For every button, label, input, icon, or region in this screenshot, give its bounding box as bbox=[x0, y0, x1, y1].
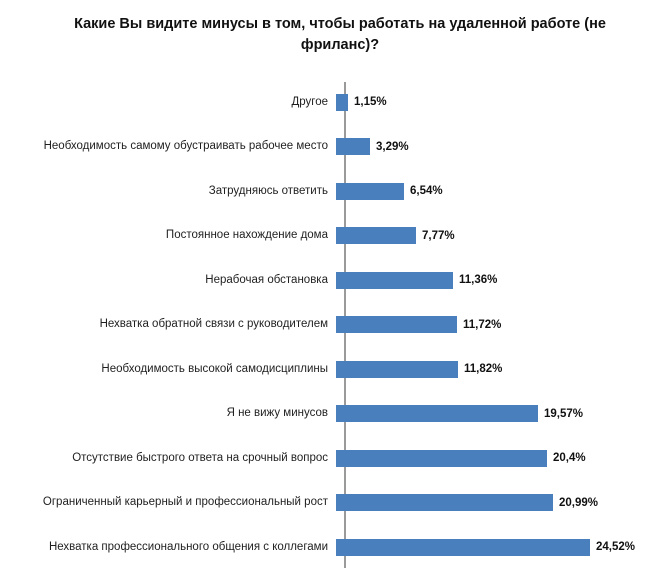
bar-rows bbox=[0, 80, 657, 570]
category-label: Постоянное нахождение дома bbox=[165, 229, 328, 242]
bar-row bbox=[0, 481, 657, 526]
bar-value-label: 20,4% bbox=[553, 452, 586, 465]
bar-track bbox=[336, 525, 657, 570]
bar-row bbox=[0, 347, 657, 392]
bar-value-label: 19,57% bbox=[544, 407, 584, 420]
bar-value-label: 20,99% bbox=[559, 496, 599, 509]
bar-track bbox=[336, 436, 657, 481]
bar-value-label: 7,77% bbox=[422, 229, 455, 242]
plot-area bbox=[0, 80, 657, 570]
bar-row bbox=[0, 392, 657, 437]
bar-track bbox=[336, 347, 657, 392]
bar-value-label: 11,72% bbox=[463, 318, 502, 331]
category-label: Я не вижу минусов bbox=[226, 407, 328, 420]
bar-track bbox=[336, 392, 657, 437]
bar-track bbox=[336, 303, 657, 348]
category-label: Другое bbox=[291, 95, 328, 108]
bar[interactable] bbox=[336, 361, 458, 378]
bar-value-label: 6,54% bbox=[410, 185, 443, 198]
bar[interactable] bbox=[336, 227, 416, 244]
bar[interactable] bbox=[336, 316, 457, 333]
category-label: Нехватка профессионального общения с коллегами bbox=[48, 540, 328, 553]
bar-track bbox=[336, 80, 657, 125]
bar-row bbox=[0, 125, 657, 170]
bar-row bbox=[0, 258, 657, 303]
bar[interactable] bbox=[336, 183, 404, 200]
bar[interactable] bbox=[336, 450, 547, 467]
bar-row bbox=[0, 303, 657, 348]
category-label: Отсутствие быстрого ответа на срочный вопрос bbox=[72, 451, 328, 464]
bar-track bbox=[336, 258, 657, 303]
bar-value-label: 11,82% bbox=[464, 363, 503, 376]
bar[interactable] bbox=[336, 272, 453, 289]
bar-row bbox=[0, 525, 657, 570]
category-label: Затрудняюсь ответить bbox=[208, 184, 328, 197]
bar-row bbox=[0, 80, 657, 125]
category-label: Необходимость высокой самодисциплины bbox=[101, 362, 328, 375]
bar-value-label: 24,52% bbox=[596, 541, 636, 554]
category-label: Нехватка обратной связи с руководителем bbox=[99, 318, 328, 331]
bar-track bbox=[336, 169, 657, 214]
bar[interactable] bbox=[336, 405, 538, 422]
bar-track bbox=[336, 214, 657, 259]
bar-value-label: 1,15% bbox=[354, 96, 387, 109]
chart-title: Какие Вы видите минусы в том, чтобы работать на удаленной работе (не фриланс)? bbox=[74, 16, 606, 54]
bar-value-label: 11,36% bbox=[459, 274, 498, 287]
category-label: Необходимость самому обустраивать рабочее место bbox=[43, 140, 328, 153]
bar-row bbox=[0, 214, 657, 259]
bar[interactable] bbox=[336, 138, 370, 155]
bar[interactable] bbox=[336, 539, 590, 556]
category-label: Ограниченный карьерный и профессиональный рост bbox=[42, 496, 328, 509]
bar-row bbox=[0, 436, 657, 481]
bar-track bbox=[336, 481, 657, 526]
bar-track bbox=[336, 125, 657, 170]
bar-row bbox=[0, 169, 657, 214]
category-label: Нерабочая обстановка bbox=[205, 273, 328, 286]
bar-value-label: 3,29% bbox=[376, 140, 409, 153]
bar[interactable] bbox=[336, 94, 348, 111]
bar[interactable] bbox=[336, 494, 553, 511]
